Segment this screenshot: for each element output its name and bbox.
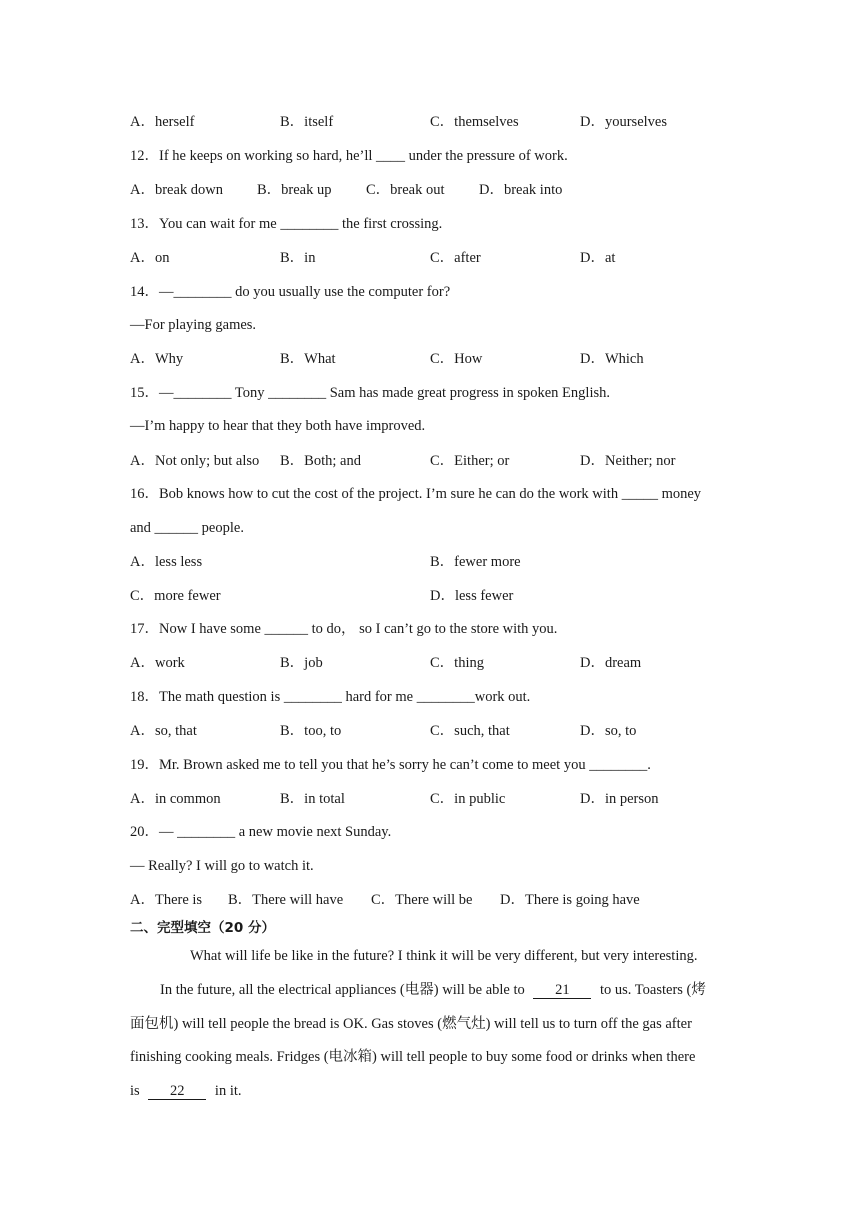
question-20-reply: — Really? I will go to watch it. xyxy=(130,858,314,874)
blank-21 xyxy=(533,982,591,999)
option-d: D．break into xyxy=(479,182,563,198)
option-d: D．at xyxy=(580,250,616,266)
option-d: D．in person xyxy=(580,791,659,807)
option-b: B．Both; and xyxy=(280,453,361,469)
option-b: B．fewer more xyxy=(430,554,521,570)
option-b: B．too, to xyxy=(280,723,342,739)
option-d: D．yourselves xyxy=(580,114,667,130)
question-17-stem: 17．Now I have some ______ to do， so I can’t go to the store with you. xyxy=(130,621,558,637)
passage-text: In the future, all the electrical appliances (电器) will be able to xyxy=(160,982,525,998)
passage-text: is xyxy=(130,1083,140,1099)
blank-number: 22 xyxy=(170,1083,185,1099)
question-15-reply: —I’m happy to hear that they both have improved. xyxy=(130,418,426,434)
question-19-stem: 19．Mr. Brown asked me to tell you that he’s sorry he can’t come to meet you ________. xyxy=(130,757,651,773)
question-12-stem: 12．If he keeps on working so hard, he’ll ____ under the pressure of work. xyxy=(130,148,568,164)
option-a: A．Not only; but also xyxy=(130,453,260,469)
question-14-reply: —For playing games. xyxy=(130,317,257,333)
option-a: A．in common xyxy=(130,791,221,807)
option-b: B．What xyxy=(280,351,336,367)
option-a: A．break down xyxy=(130,182,224,198)
option-c: C．There will be xyxy=(371,892,473,908)
option-b: B．break up xyxy=(257,182,332,198)
passage-line: 面包机) will tell people the bread is OK. Gas stoves (燃气灶) will tell us to turn off the gas after xyxy=(130,1016,692,1032)
option-b: B．There will have xyxy=(228,892,344,908)
option-d: D．There is going have xyxy=(500,892,640,908)
blank-22 xyxy=(148,1083,206,1100)
option-d: D．dream xyxy=(580,655,642,671)
option-c: C．such, that xyxy=(430,723,510,739)
option-d: D．Which xyxy=(580,351,644,367)
question-16-stem: 16．Bob knows how to cut the cost of the project. I’m sure he can do the work with _____ money xyxy=(130,486,702,502)
blank-number: 21 xyxy=(555,982,570,998)
option-d: D．Neither; nor xyxy=(580,453,676,469)
question-13-stem: 13．You can wait for me ________ the first crossing. xyxy=(130,216,443,232)
question-18-stem: 18．The math question is ________ hard for me ________work out. xyxy=(130,689,531,705)
option-a: A．There is xyxy=(130,892,203,908)
option-c: C．in public xyxy=(430,791,506,807)
passage-text: to us. Toasters (烤 xyxy=(600,982,706,998)
option-b: B．in xyxy=(280,250,316,266)
question-14-stem: 14．—________ do you usually use the computer for? xyxy=(130,284,451,300)
section-heading: 二、完型填空（20 分） xyxy=(130,920,275,936)
option-b: B．job xyxy=(280,655,323,671)
question-15-stem: 15．—________ Tony ________ Sam has made great progress in spoken English. xyxy=(130,385,610,401)
option-b: B．itself xyxy=(280,114,334,130)
option-d: D．so, to xyxy=(580,723,637,739)
option-c: C．after xyxy=(430,250,481,266)
option-c: C．break out xyxy=(366,182,445,198)
option-a: A．so, that xyxy=(130,723,197,739)
option-c: C．themselves xyxy=(430,114,519,130)
passage-text: in it. xyxy=(214,1083,242,1099)
option-c: C．thing xyxy=(430,655,484,671)
question-16-stem-cont: and ______ people. xyxy=(130,520,244,536)
option-a: A．on xyxy=(130,250,170,266)
option-c: C．How xyxy=(430,351,483,367)
passage-line xyxy=(160,981,706,999)
option-b: B．in total xyxy=(280,791,345,807)
passage-line: finishing cooking meals. Fridges (电冰箱) will tell people to buy some food or drinks when there xyxy=(130,1049,696,1065)
question-20-stem: 20．— ________ a new movie next Sunday. xyxy=(130,824,392,840)
option-a: A．less less xyxy=(130,554,203,570)
option-d: D．less fewer xyxy=(430,588,514,604)
option-a: A．Why xyxy=(130,351,184,367)
option-a: A．work xyxy=(130,655,185,671)
option-c: C．Either; or xyxy=(430,453,510,469)
passage-line xyxy=(130,1082,242,1100)
option-c: C．more fewer xyxy=(130,588,221,604)
option-a: A．herself xyxy=(130,114,195,130)
passage-paragraph-1: What will life be like in the future? I think it will be very different, but very interesting. xyxy=(190,948,698,964)
